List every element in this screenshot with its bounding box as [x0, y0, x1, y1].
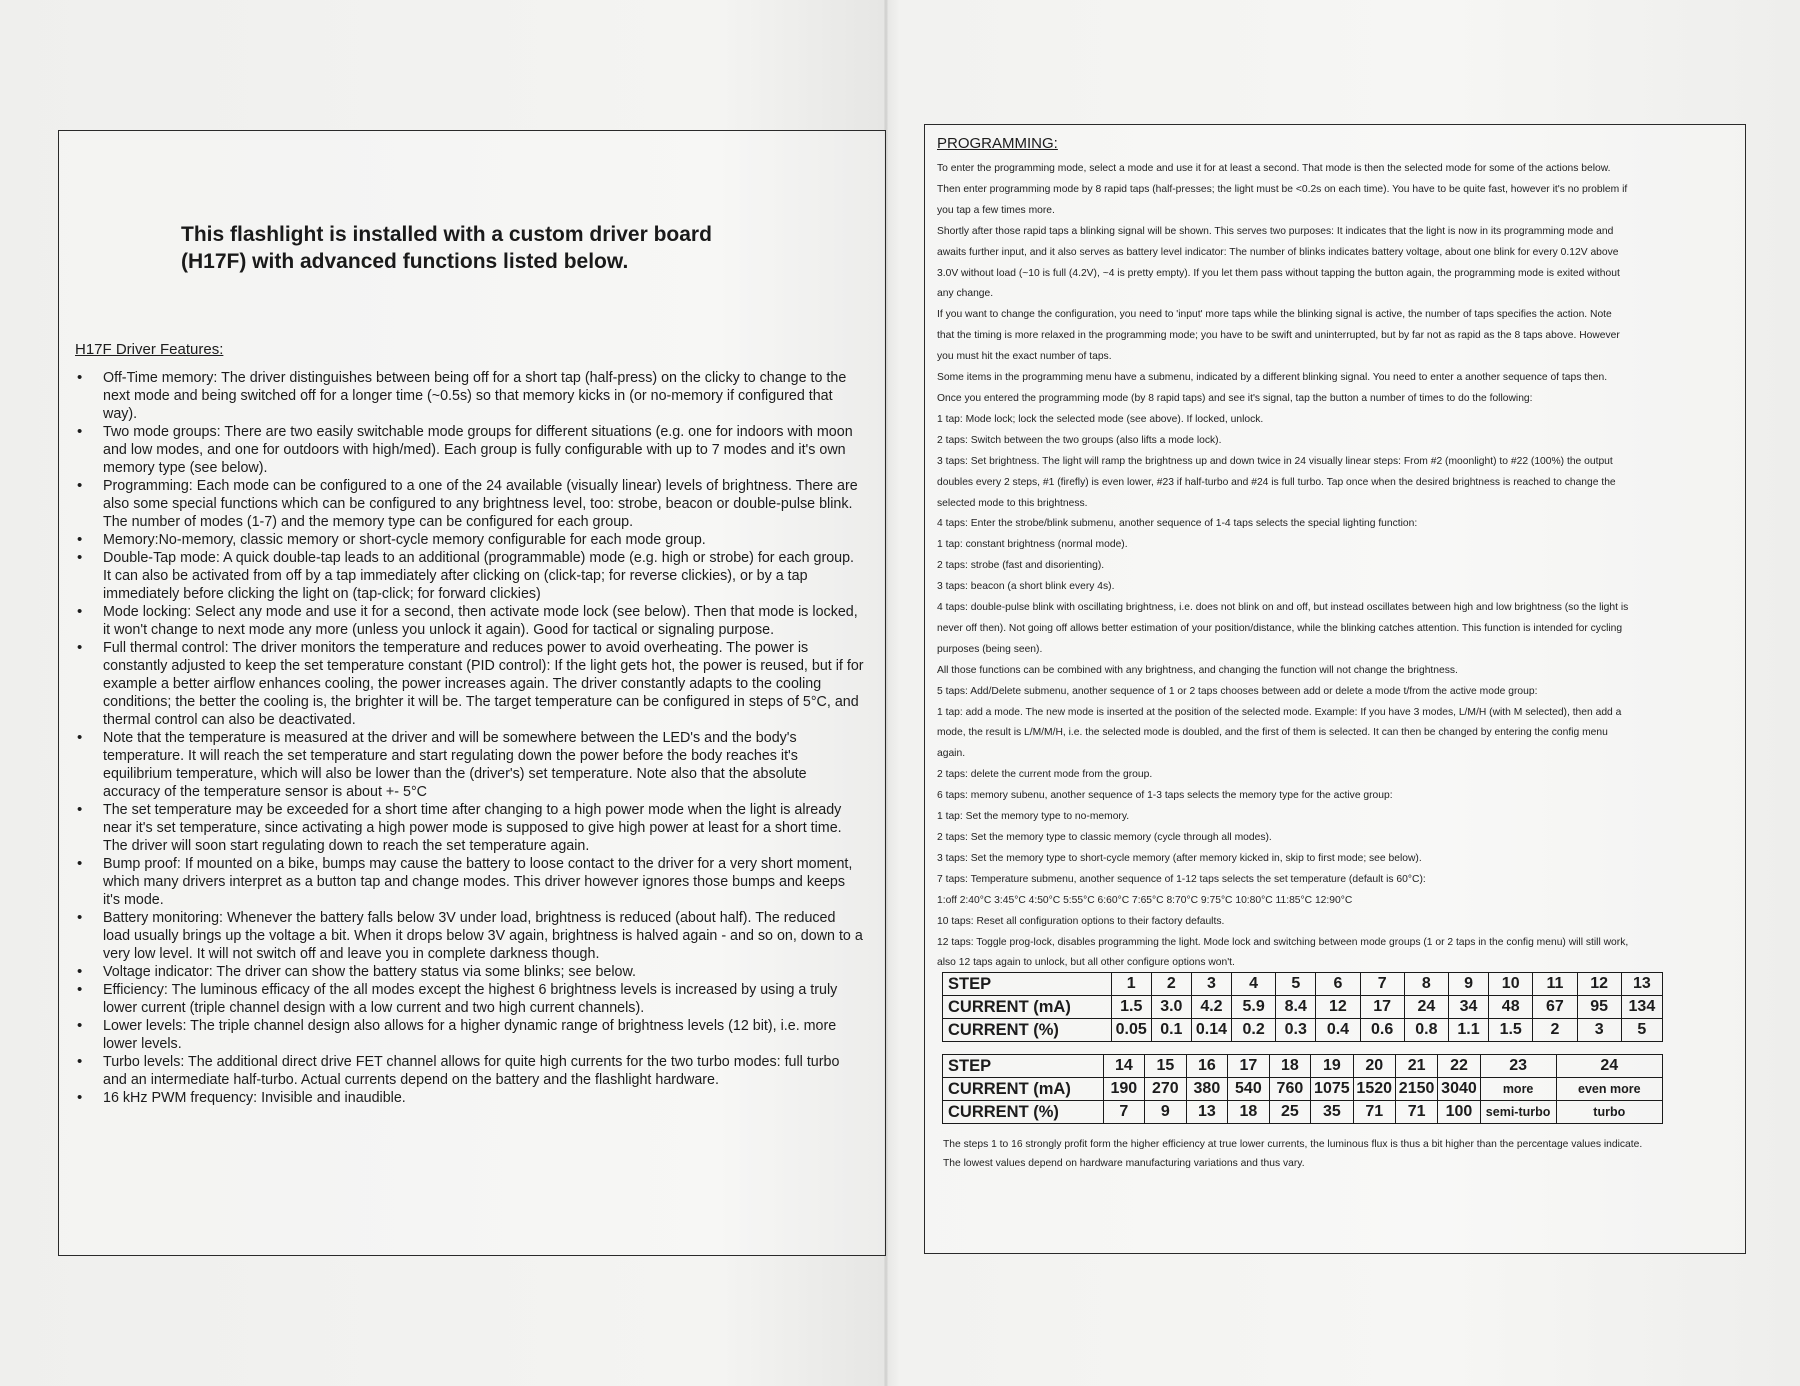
table-cell: 134: [1621, 996, 1662, 1019]
feature-item: • 16 kHz PWM frequency: Invisible and inaudible.: [75, 1089, 865, 1107]
table-row-label: CURRENT (mA): [943, 996, 1112, 1019]
programming-line: Once you entered the programming mode (by 8 rapid taps) and see it's signal, tap the button a number of times to do the following:: [937, 392, 1533, 404]
programming-line: 2 taps: Switch between the two groups (also lifts a mode lock).: [937, 434, 1222, 446]
table-cell: 12: [1316, 996, 1360, 1019]
table-cell: 16: [1186, 1055, 1228, 1078]
table-cell: turbo: [1556, 1101, 1662, 1124]
table-cell: 270: [1145, 1078, 1187, 1101]
programming-line: that the timing is more relaxed in the programming mode; you have to be swift and uninterrupted, but by far not as rapid as the 8 taps above. However: [937, 330, 1620, 342]
table-cell: 67: [1533, 996, 1577, 1019]
table-cell: 1.5: [1111, 996, 1151, 1019]
table-cell: 760: [1269, 1078, 1311, 1101]
table-cell: 4: [1232, 973, 1276, 996]
table-cell: 1.1: [1448, 1019, 1488, 1042]
programming-line: 3 taps: beacon (a short blink every 4s).: [937, 581, 1115, 593]
table-cell: 11: [1533, 973, 1577, 996]
table-cell: 9: [1145, 1101, 1187, 1124]
table-notes: [943, 1135, 1723, 1173]
programming-text: [937, 159, 1727, 974]
table-row-label: STEP: [943, 973, 1112, 996]
feature-item: • Turbo levels: The additional direct drive FET channel allows for quite high currents for the two turbo modes: full turbo and an intermediate half-turbo. Actual currents depend on the battery and the flashlight hardware.: [75, 1053, 865, 1089]
table-cell: 3: [1191, 973, 1231, 996]
table-cell: 0.05: [1111, 1019, 1151, 1042]
table-row: [943, 1055, 1663, 1078]
table-row: [943, 1078, 1663, 1101]
title-line-1: This flashlight is installed with a custom driver board: [181, 223, 712, 246]
table-cell: semi-turbo: [1480, 1101, 1556, 1124]
programming-line: 6 taps: memory subenu, another sequence of 1-3 taps selects the memory type for the active group:: [937, 790, 1393, 802]
table-row: [943, 973, 1663, 996]
table-cell: 34: [1448, 996, 1488, 1019]
feature-item: • Mode locking: Select any mode and use it for a second, then activate mode lock (see below). Then that mode is locked, it won't change to next mode any more (unless you unlock it again). Good for tactical or signaling purpose.: [75, 603, 865, 639]
feature-item: • Lower levels: The triple channel design also allows for a higher dynamic range of brightness levels (12 bit), i.e. more lower levels.: [75, 1017, 865, 1053]
table-cell: 17: [1228, 1055, 1270, 1078]
programming-line: selected mode to this brightness.: [937, 497, 1088, 509]
table-cell: 2: [1151, 973, 1191, 996]
programming-line: All those functions can be combined with any brightness, and changing the function will not change the brightness.: [937, 664, 1458, 676]
table-cell: 71: [1395, 1101, 1437, 1124]
programming-line: you must hit the exact number of taps.: [937, 351, 1112, 363]
table-cell: more: [1480, 1078, 1556, 1101]
page-title: [181, 221, 821, 275]
programming-line: 4 taps: Enter the strobe/blink submenu, another sequence of 1-4 taps selects the special lighting function:: [937, 518, 1418, 530]
table-cell: 35: [1311, 1101, 1353, 1124]
table-cell: 95: [1577, 996, 1621, 1019]
table-row-label: CURRENT (%): [943, 1019, 1112, 1042]
steps-table-1: [942, 972, 1663, 1042]
table-note: The lowest values depend on hardware manufacturing variations and thus vary.: [943, 1158, 1305, 1169]
programming-line: doubles every 2 steps, #1 (firefly) is even lower, #23 if half-turbo and #24 is full turbo. Tap once when the desired brightness is reached to change the: [937, 476, 1616, 488]
table-row-label: CURRENT (mA): [943, 1078, 1104, 1101]
table-cell: 380: [1186, 1078, 1228, 1101]
table-cell: 0.6: [1360, 1019, 1404, 1042]
programming-line: awaits further input, and it also serves as battery level indicator: The number of blinks indicates battery voltage, about one blink for every 0.12V above: [937, 246, 1619, 258]
programming-line: 3 taps: Set the memory type to short-cycle memory (after memory kicked in, skip to first mode; see below).: [937, 852, 1422, 864]
programming-line: again.: [937, 748, 966, 760]
feature-item: • Programming: Each mode can be configured to a one of the 24 available (visually linear) levels of brightness. There are also some special functions which can be configured to any brightness level, too: strobe, beacon or double-pulse blink. The number of modes (1-7) and the memory type can be configured for each group.: [75, 477, 865, 531]
programming-line: you tap a few times more.: [937, 204, 1055, 216]
table-cell: 48: [1489, 996, 1533, 1019]
table-cell: 5: [1621, 1019, 1662, 1042]
feature-item: • Off-Time memory: The driver distinguishes between being off for a short tap (half-press) on the clicky to change to the next mode and being switched off for a longer time (~0.5s) so that memory kicks in (or no-memory if configured that way).: [75, 369, 865, 423]
table-cell: 2: [1533, 1019, 1577, 1042]
programming-line: 12 taps: Toggle prog-lock, disables programming the light. Mode lock and switching between mode groups (1 or 2 taps in the config menu) will still work,: [937, 936, 1629, 948]
table-row-label: CURRENT (%): [943, 1101, 1104, 1124]
programming-line: 1 tap: add a mode. The new mode is inserted at the position of the selected mode. Example: If you have 3 modes, L/M/H (with M selected), then add a: [937, 706, 1622, 718]
table-cell: 13: [1621, 973, 1662, 996]
programming-line: 1 tap: Set the memory type to no-memory.: [937, 811, 1130, 823]
table-cell: 5: [1276, 973, 1316, 996]
table-cell: 4.2: [1191, 996, 1231, 1019]
table-row: [943, 1101, 1663, 1124]
table-cell: 190: [1103, 1078, 1145, 1101]
table-cell: 1520: [1353, 1078, 1395, 1101]
steps-table-2: [942, 1054, 1663, 1124]
programming-line: 1:off 2:40°C 3:45°C 4:50°C 5:55°C 6:60°C 7:65°C 8:70°C 9:75°C 10:80°C 11:85°C 12:90°C: [937, 894, 1353, 906]
feature-item: • Two mode groups: There are two easily switchable mode groups for different situations (e.g. one for indoors with moon and low modes, and one for outdoors with high/med). Each group is fully configurable with up to 7 modes and it's own memory type (see below).: [75, 423, 865, 477]
table-cell: 0.14: [1191, 1019, 1231, 1042]
table-cell: 0.4: [1316, 1019, 1360, 1042]
table-cell: 13: [1186, 1101, 1228, 1124]
table-cell: 20: [1353, 1055, 1395, 1078]
table-cell: even more: [1556, 1078, 1662, 1101]
table-cell: 14: [1103, 1055, 1145, 1078]
feature-item: • Full thermal control: The driver monitors the temperature and reduces power to avoid overheating. The power is constantly adjusted to keep the set temperature constant (PID control): If the light gets hot, the power is reused, but if for example a better airflow enhances cooling, the power increases again. The driver constantly adapts to the cooling conditions; the better the cooling is, the brighter it will be. The target temperature can be configured in steps of 5°C, and thermal control can also be deactivated.: [75, 639, 865, 729]
feature-item: • Battery monitoring: Whenever the battery falls below 3V under load, brightness is reduced (about half). The reduced load usually brings up the voltage a bit. When it drops below 3V again, brightness is halved again - and so on, down to a very low level. It will not switch off and leave you in complete darkness though.: [75, 909, 865, 963]
features-heading: H17F Driver Features:: [75, 341, 224, 358]
table-cell: 3.0: [1151, 996, 1191, 1019]
feature-item: • Voltage indicator: The driver can show the battery status via some blinks; see below.: [75, 963, 865, 981]
table-cell: 0.8: [1404, 1019, 1448, 1042]
programming-line: Some items in the programming menu have a submenu, indicated by a different blinking signal. You need to enter a another sequence of taps then.: [937, 372, 1608, 384]
table-row: [943, 996, 1663, 1019]
table-note: The steps 1 to 16 strongly profit form the higher efficiency at true lower currents, the luminous flux is thus a bit higher than the percentage values indicate.: [943, 1139, 1643, 1150]
table-cell: 0.3: [1276, 1019, 1316, 1042]
programming-line: 10 taps: Reset all configuration options to their factory defaults.: [937, 915, 1225, 927]
table-cell: 17: [1360, 996, 1404, 1019]
table-cell: 24: [1404, 996, 1448, 1019]
programming-line: If you want to change the configuration, you need to 'input' more taps while the blinking signal is active, the number of taps specifies the action. Note: [937, 309, 1612, 321]
title-line-2: (H17F) with advanced functions listed below.: [181, 250, 629, 273]
table-cell: 1: [1111, 973, 1151, 996]
table-cell: 100: [1438, 1101, 1480, 1124]
table-cell: 22: [1438, 1055, 1480, 1078]
programming-line: 4 taps: double-pulse blink with oscillating brightness, i.e. does not blink on and off, but instead oscillates between high and low brightness (so the light is: [937, 602, 1629, 614]
table-row: [943, 1019, 1663, 1042]
table-cell: 24: [1556, 1055, 1662, 1078]
table-cell: 8: [1404, 973, 1448, 996]
table-cell: 1075: [1311, 1078, 1353, 1101]
programming-line: Then enter programming mode by 8 rapid taps (half-presses; the light must be <0.2s on each time). You have to be quite fast, however it's no problem if: [937, 183, 1628, 195]
feature-item: • Bump proof: If mounted on a bike, bumps may cause the battery to loose contact to the driver for a very short moment, which many drivers interpret as a button tap and change modes. This driver however ignores those bumps and keeps it's mode.: [75, 855, 865, 909]
table-cell: 15: [1145, 1055, 1187, 1078]
table-cell: 0.2: [1232, 1019, 1276, 1042]
table-cell: 3: [1577, 1019, 1621, 1042]
programming-line: mode, the result is L/M/M/H, i.e. the selected mode is doubled, and the first of them is selected. It can then be changed by entering the config menu: [937, 727, 1608, 739]
programming-line: 2 taps: strobe (fast and disorienting).: [937, 560, 1105, 572]
programming-line: also 12 taps again to unlock, but all other configure options won't.: [937, 957, 1235, 969]
table-cell: 10: [1489, 973, 1533, 996]
programming-line: never off then). Not going off allows better estimation of your position/distance, while the blinking catches attention. This function is intended for cycling: [937, 622, 1623, 634]
features-panel: [58, 130, 886, 1256]
table-cell: 1.5: [1489, 1019, 1533, 1042]
table-cell: 3040: [1438, 1078, 1480, 1101]
programming-panel: [924, 124, 1746, 1254]
feature-item: • Memory:No-memory, classic memory or short-cycle memory configurable for each mode group.: [75, 531, 865, 549]
table-cell: 25: [1269, 1101, 1311, 1124]
table-cell: 7: [1103, 1101, 1145, 1124]
programming-line: 5 taps: Add/Delete submenu, another sequence of 1 or 2 taps chooses between add or delete a mode t/from the active mode group:: [937, 685, 1538, 697]
table-cell: 23: [1480, 1055, 1556, 1078]
table-cell: 71: [1353, 1101, 1395, 1124]
feature-item: • Double-Tap mode: A quick double-tap leads to an additional (programmable) mode (e.g. high or strobe) for each group. It can also be activated from off by a tap immediately after clicking on (click-tap; for reverse clickies), or by a tap immediately before clicking the light on (tap-click; for forward clickies): [75, 549, 865, 603]
table-cell: 18: [1228, 1101, 1270, 1124]
table-cell: 0.1: [1151, 1019, 1191, 1042]
programming-line: 2 taps: Set the memory type to classic memory (cycle through all modes).: [937, 832, 1272, 843]
features-list: [75, 369, 865, 1107]
table-cell: 9: [1448, 973, 1488, 996]
table-cell: 7: [1360, 973, 1404, 996]
feature-item: • Note that the temperature is measured at the driver and will be somewhere between the LED's and the body's temperature. It will reach the set temperature and start regulating down the power before the body reaches it's equilibrium temperature, which will also be lower than the (driver's) set temperature. Note also that the absolute accuracy of the temperature sensor is about +- 5°C: [75, 729, 865, 801]
programming-line: 1 tap: constant brightness (normal mode).: [937, 539, 1128, 551]
programming-line: 3 taps: Set brightness. The light will ramp the brightness up and down twice in 24 visually linear steps: From #2 (moonlight) to #22 (100%) the output: [937, 455, 1613, 467]
table-cell: 19: [1311, 1055, 1353, 1078]
table-cell: 21: [1395, 1055, 1437, 1078]
programming-heading: PROGRAMMING:: [937, 135, 1058, 152]
table-cell: 540: [1228, 1078, 1270, 1101]
feature-item: • The set temperature may be exceeded for a short time after changing to a high power mode when the light is already near it's set temperature, since activating a high power mode is supposed to give high power at least for a short time. The driver will soon start regulating down to reach the set temperature again.: [75, 801, 865, 855]
table-cell: 18: [1269, 1055, 1311, 1078]
table-cell: 2150: [1395, 1078, 1437, 1101]
table-cell: 12: [1577, 973, 1621, 996]
programming-line: 1 tap: Mode lock; lock the selected mode (see above). If locked, unlock.: [937, 413, 1264, 425]
programming-line: 2 taps: delete the current mode from the group.: [937, 769, 1153, 781]
programming-line: Shortly after those rapid taps a blinking signal will be shown. This serves two purposes: It indicates that the light is now in its programming mode and: [937, 225, 1614, 237]
feature-item: • Efficiency: The luminous efficacy of the all modes except the highest 6 brightness levels is increased by using a truly lower current (triple channel design with a low current and two high current channels).: [75, 981, 865, 1017]
table-cell: 6: [1316, 973, 1360, 996]
programming-line: 3.0V without load (~10 is full (4.2V), ~4 is pretty empty). If you let them pass without tapping the button again, the programming mode is exited without: [937, 267, 1620, 279]
table-row-label: STEP: [943, 1055, 1104, 1078]
programming-line: any change.: [937, 288, 994, 300]
table-cell: 8.4: [1276, 996, 1316, 1019]
programming-line: purposes (being seen).: [937, 643, 1043, 655]
programming-line: 7 taps: Temperature submenu, another sequence of 1-12 taps selects the set temperature (default is 60°C):: [937, 873, 1426, 885]
table-cell: 5.9: [1232, 996, 1276, 1019]
programming-line: To enter the programming mode, select a mode and use it for at least a second. That mode is then the selected mode for some of the actions below.: [937, 163, 1611, 174]
